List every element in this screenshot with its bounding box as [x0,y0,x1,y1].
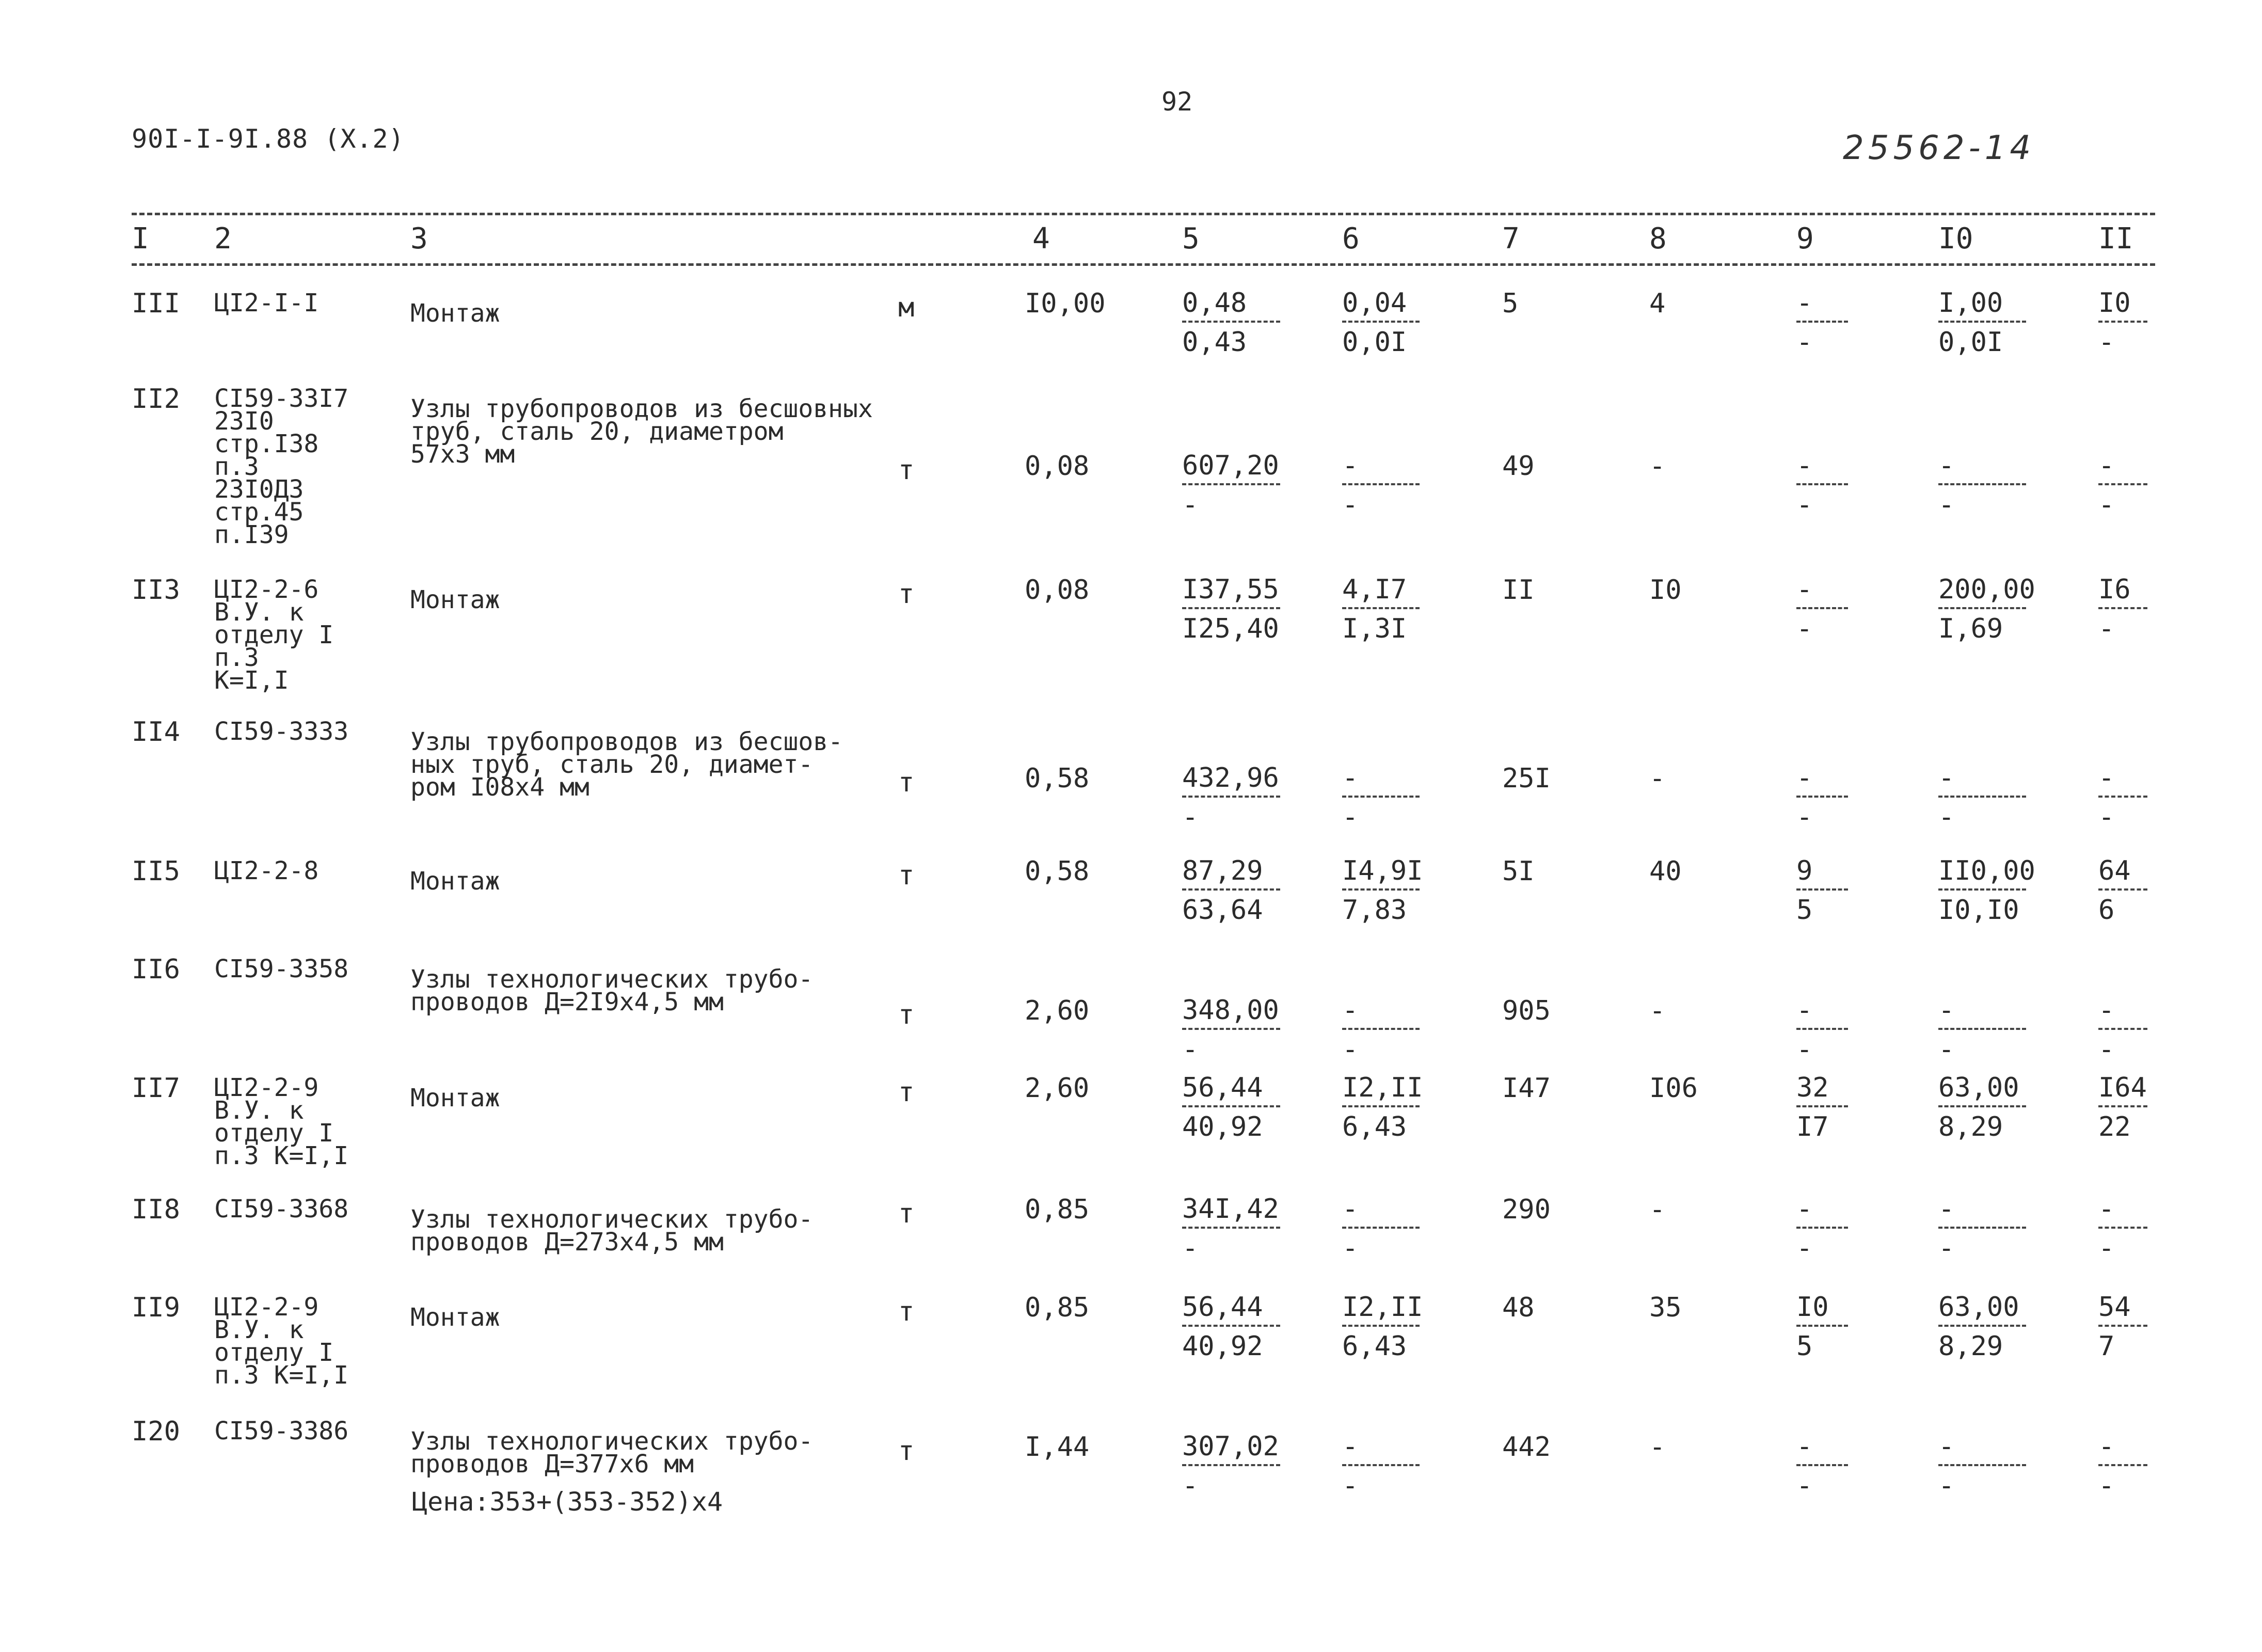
labor-total-fraction-bar [2098,1105,2147,1107]
machine-cost [1342,1292,1423,1362]
labor-per-unit [1938,996,2026,1064]
total-cost: 49 [1502,451,1535,482]
labor-per-unit-denominator: - [1938,1470,1955,1501]
row-number: II8 [132,1194,180,1225]
machine-operation-fraction-bar [1796,321,1848,323]
labor-total-numerator: I0 [2098,288,2131,319]
total-cost: 48 [1502,1292,1535,1323]
unit-of-measure: т [898,1198,915,1229]
machine-operation [1796,856,1848,925]
unit-cost-total-denominator: 0,43 [1182,327,1247,358]
machine-operation-numerator: - [1796,574,1813,605]
row-number: II4 [132,717,180,748]
work-description: Монтаж [410,1303,500,1332]
labor-per-unit-numerator: - [1938,763,1955,793]
labor-per-unit-numerator: - [1938,450,1955,481]
machine-operation [1796,1195,1848,1263]
unit-cost-total-numerator: 0,48 [1182,288,1247,319]
machine-cost [1342,1072,1423,1142]
norm-code: CI59-33I7 23I0 стр.I38 п.3 23I0Д3 стр.45 п.I39 [214,384,349,549]
labor-total-numerator: I64 [2098,1072,2147,1103]
labor-total-numerator: I6 [2098,574,2131,605]
unit-cost-total-numerator: I37,55 [1182,574,1279,605]
machine-cost [1342,575,1420,643]
labor-per-unit-fraction-bar [1938,796,2026,798]
unit-cost-total-denominator: - [1182,1470,1199,1501]
unit-cost-total [1182,575,1280,643]
labor-per-unit-numerator: - [1938,1194,1955,1225]
column-header-2: 2 [214,222,232,256]
labor-total [2098,1073,2147,1141]
unit-cost-total-denominator: - [1182,1034,1199,1065]
row-number: II2 [132,384,180,415]
machine-operation-fraction-bar [1796,1028,1848,1030]
unit-cost-total-fraction-bar [1182,888,1280,891]
wage-cost: - [1649,1194,1666,1225]
labor-per-unit-denominator: 8,29 [1938,1111,2003,1142]
norm-code: CI59-3386 [214,1417,349,1446]
labor-per-unit-fraction-bar [1938,607,2026,609]
machine-operation-numerator: - [1796,450,1813,481]
work-description: Монтаж [410,1084,500,1113]
labor-total [2098,1195,2147,1263]
quantity: 0,85 [1025,1292,1090,1323]
machine-operation-fraction-bar [1796,796,1848,798]
unit-cost-total [1182,451,1280,519]
labor-total [2098,996,2147,1064]
machine-cost [1342,289,1420,357]
column-header-4: 4 [1032,222,1050,256]
total-cost: 5 [1502,288,1519,319]
labor-per-unit-denominator: - [1938,802,1955,833]
work-description: Узлы трубопроводов из бесшов- ных труб, сталь 20, диамет- ром I08x4 мм [410,727,843,802]
labor-per-unit [1938,1195,2026,1263]
page-number: 92 [1161,87,1193,117]
unit-cost-total-numerator: 607,20 [1182,450,1279,481]
machine-operation-fraction-bar [1796,1464,1848,1466]
labor-per-unit-denominator: 8,29 [1938,1331,2003,1362]
total-cost: II [1502,575,1535,606]
machine-operation [1796,575,1848,643]
unit-cost-total-denominator: - [1182,802,1199,833]
labor-per-unit-fraction-bar [1938,1227,2026,1229]
machine-operation [1796,1073,1848,1141]
machine-operation-denominator: - [1796,327,1813,358]
machine-cost-numerator: 4,I7 [1342,574,1407,605]
labor-total-numerator: - [2098,1431,2115,1462]
unit-cost-total [1182,1073,1280,1141]
machine-cost [1342,996,1420,1064]
labor-total-denominator: - [2098,1034,2115,1065]
machine-operation-numerator: 9 [1796,855,1813,886]
column-header-1: I [132,222,149,256]
machine-cost [1342,1195,1420,1263]
norm-code: CI59-3358 [214,955,349,983]
machine-operation-numerator: - [1796,1194,1813,1225]
machine-cost-fraction-bar [1342,1227,1420,1229]
total-cost: 5I [1502,856,1535,887]
machine-operation-numerator: - [1796,288,1813,319]
unit-cost-total-numerator: 34I,42 [1182,1194,1279,1225]
machine-cost [1342,451,1420,519]
unit-of-measure: т [898,1436,915,1467]
norm-code: CI59-3368 [214,1195,349,1224]
labor-per-unit-denominator: - [1938,1034,1955,1065]
machine-cost-denominator: 6,43 [1342,1111,1407,1142]
table-header-rule [132,263,2155,266]
work-description: Монтаж [410,299,500,328]
labor-total-numerator: - [2098,450,2115,481]
labor-total [2098,451,2147,519]
machine-cost-fraction-bar [1342,1325,1420,1327]
machine-operation-denominator: - [1796,489,1813,520]
unit-cost-total [1182,1432,1280,1500]
unit-cost-total-numerator: 432,96 [1182,763,1279,793]
machine-cost-denominator: 0,0I [1342,327,1407,358]
machine-cost-numerator: - [1342,1194,1359,1225]
machine-operation [1796,764,1848,832]
machine-cost-denominator: - [1342,1034,1359,1065]
total-cost: 905 [1502,995,1551,1026]
unit-cost-total [1182,764,1280,832]
total-cost: 290 [1502,1194,1551,1225]
unit-of-measure: м [898,292,915,323]
unit-of-measure: т [898,1077,915,1108]
norm-code: ЦI2-2-6 В.У. к отделу I п.3 К=I,I [214,575,334,695]
quantity: 2,60 [1025,1073,1090,1104]
unit-cost-total-numerator: 348,00 [1182,995,1279,1026]
unit-cost-total-fraction-bar [1182,1227,1280,1229]
unit-of-measure: т [898,767,915,798]
labor-total-denominator: 7 [2098,1331,2115,1362]
machine-operation-numerator: - [1796,763,1813,793]
column-header-3: 3 [410,222,428,256]
unit-cost-total-fraction-bar [1182,1464,1280,1466]
machine-cost-denominator: I,3I [1342,613,1407,644]
labor-per-unit-numerator: 200,00 [1938,574,2035,605]
labor-per-unit-fraction-bar [1938,321,2026,323]
labor-total-numerator: - [2098,995,2115,1026]
machine-cost-denominator: - [1342,1470,1359,1501]
unit-cost-total-denominator: 40,92 [1182,1111,1263,1142]
quantity: 0,58 [1025,763,1090,794]
machine-cost-denominator: 6,43 [1342,1331,1407,1362]
unit-cost-total-numerator: 56,44 [1182,1072,1263,1103]
labor-per-unit-numerator: 63,00 [1938,1292,2019,1323]
labor-total-denominator: - [2098,489,2115,520]
machine-cost [1342,855,1423,926]
quantity: I,44 [1025,1432,1090,1463]
machine-cost-denominator: - [1342,802,1359,833]
norm-code: ЦI2-I-I [214,289,319,317]
labor-total-fraction-bar [2098,321,2147,323]
machine-cost-numerator: 0,04 [1342,288,1407,319]
labor-total-fraction-bar [2098,1227,2147,1229]
labor-total-denominator: 22 [2098,1111,2131,1142]
labor-total-fraction-bar [2098,888,2147,891]
column-header-11: II [2098,222,2133,256]
norm-code: ЦI2-2-8 [214,856,319,885]
norm-code: ЦI2-2-9 В.У. к отделу I п.3 К=I,I [214,1073,349,1170]
table-top-rule [132,213,2155,215]
machine-operation-numerator: I0 [1796,1292,1829,1323]
unit-cost-total-numerator: 307,02 [1182,1431,1279,1462]
handwritten-number: 25562-14 [1843,129,2035,167]
total-cost: 25I [1502,763,1551,794]
labor-total-fraction-bar [2098,1325,2147,1327]
unit-cost-total-denominator: - [1182,489,1199,520]
price-note: Цена:353+(353-352)x4 [412,1487,723,1517]
unit-cost-total-numerator: 87,29 [1182,855,1263,886]
unit-cost-total-fraction-bar [1182,1105,1280,1107]
labor-total-denominator: - [2098,1233,2115,1264]
column-header-9: 9 [1796,222,1814,256]
machine-operation-fraction-bar [1796,1325,1848,1327]
machine-cost-numerator: - [1342,450,1359,481]
column-header-8: 8 [1649,222,1667,256]
labor-total-denominator: - [2098,327,2115,358]
machine-operation-denominator: - [1796,1034,1813,1065]
labor-per-unit-numerator: - [1938,995,1955,1026]
work-description: Монтаж [410,867,500,896]
labor-total-numerator: - [2098,763,2115,793]
unit-cost-total-denominator: - [1182,1233,1199,1264]
row-number: II9 [132,1292,180,1323]
labor-total [2098,575,2147,643]
quantity: I0,00 [1025,288,1106,319]
machine-operation-numerator: - [1796,995,1813,1026]
machine-operation-numerator: - [1796,1431,1813,1462]
wage-cost: - [1649,451,1666,482]
labor-per-unit [1938,764,2026,832]
labor-per-unit [1938,574,2035,644]
machine-cost-fraction-bar [1342,483,1420,485]
labor-total-fraction-bar [2098,1028,2147,1030]
unit-cost-total [1182,1195,1280,1263]
labor-total-denominator: - [2098,802,2115,833]
work-description: Узлы технологических трубо- проводов Д=377x6 мм [410,1427,814,1479]
machine-cost-numerator: - [1342,763,1359,793]
machine-cost-fraction-bar [1342,888,1420,891]
column-header-10: I0 [1938,222,1973,256]
machine-operation [1796,1432,1848,1500]
labor-per-unit-denominator: - [1938,1233,1955,1264]
unit-cost-total [1182,1293,1280,1361]
labor-total [2098,764,2147,832]
machine-operation-denominator: 5 [1796,1331,1813,1362]
wage-cost: - [1649,995,1666,1026]
document-code: 90I-I-9I.88 (X.2) [132,124,405,154]
machine-operation-fraction-bar [1796,607,1848,609]
labor-total-denominator: - [2098,1470,2115,1501]
labor-total [2098,1293,2147,1361]
unit-cost-total-fraction-bar [1182,796,1280,798]
row-number: III [132,288,180,319]
machine-cost-numerator: I2,II [1342,1292,1423,1323]
unit-of-measure: т [898,455,915,486]
labor-total [2098,1432,2147,1500]
labor-per-unit [1938,1073,2026,1141]
quantity: 0,85 [1025,1194,1090,1225]
unit-of-measure: т [898,1296,915,1327]
row-number: II6 [132,954,180,985]
labor-per-unit-denominator: - [1938,489,1955,520]
machine-operation-denominator: I7 [1796,1111,1829,1142]
wage-cost: 35 [1649,1292,1682,1323]
machine-cost-numerator: I2,II [1342,1072,1423,1103]
unit-cost-total-numerator: 56,44 [1182,1292,1263,1323]
labor-per-unit-numerator: 63,00 [1938,1072,2019,1103]
machine-cost-fraction-bar [1342,796,1420,798]
unit-cost-total-denominator: 63,64 [1182,895,1263,926]
labor-total [2098,289,2147,357]
machine-operation [1796,996,1848,1064]
machine-operation [1796,289,1848,357]
machine-cost-fraction-bar [1342,1464,1420,1466]
row-number: I20 [132,1416,180,1447]
labor-total-numerator: 54 [2098,1292,2131,1323]
machine-operation-denominator: 5 [1796,895,1813,926]
unit-cost-total [1182,856,1280,925]
machine-cost-denominator: - [1342,1233,1359,1264]
quantity: 2,60 [1025,995,1090,1026]
unit-cost-total-denominator: 40,92 [1182,1331,1263,1362]
quantity: 0,58 [1025,856,1090,887]
labor-total-fraction-bar [2098,483,2147,485]
machine-operation-numerator: 32 [1796,1072,1829,1103]
work-description: Узлы технологических трубо- проводов Д=2I9x4,5 мм [410,965,814,1016]
machine-operation-denominator: - [1796,1470,1813,1501]
unit-cost-total-fraction-bar [1182,1325,1280,1327]
labor-per-unit [1938,451,2026,519]
machine-operation-fraction-bar [1796,888,1848,891]
machine-cost-numerator: I4,9I [1342,855,1423,886]
labor-per-unit [1938,855,2035,926]
machine-operation-denominator: - [1796,613,1813,644]
wage-cost: I06 [1649,1073,1698,1104]
labor-per-unit [1938,1432,2026,1500]
unit-cost-total-denominator: I25,40 [1182,613,1279,644]
unit-cost-total-fraction-bar [1182,607,1280,609]
row-number: II5 [132,856,180,887]
machine-cost-denominator: - [1342,489,1359,520]
labor-total [2098,856,2147,925]
labor-total-fraction-bar [2098,607,2147,609]
norm-code: ЦI2-2-9 В.У. к отделу I п.3 К=I,I [214,1293,349,1390]
wage-cost: - [1649,1432,1666,1463]
labor-total-fraction-bar [2098,796,2147,798]
labor-total-numerator: 64 [2098,855,2131,886]
labor-per-unit-fraction-bar [1938,888,2026,891]
labor-total-denominator: 6 [2098,895,2115,926]
machine-operation-fraction-bar [1796,1227,1848,1229]
labor-total-denominator: - [2098,613,2115,644]
machine-cost-fraction-bar [1342,1105,1420,1107]
machine-operation [1796,1293,1848,1361]
labor-per-unit-fraction-bar [1938,1028,2026,1030]
unit-cost-total [1182,996,1280,1064]
unit-cost-total-fraction-bar [1182,1028,1280,1030]
wage-cost: - [1649,763,1666,794]
machine-cost-fraction-bar [1342,607,1420,609]
row-number: II7 [132,1073,180,1104]
work-description: Узлы трубопроводов из бесшовных труб, сталь 20, диаметром 57x3 мм [410,394,873,469]
wage-cost: 4 [1649,288,1666,319]
column-header-5: 5 [1182,222,1200,256]
machine-operation-denominator: - [1796,1233,1813,1264]
labor-total-fraction-bar [2098,1464,2147,1466]
labor-per-unit-numerator: - [1938,1431,1955,1462]
machine-cost-denominator: 7,83 [1342,895,1407,926]
labor-per-unit-denominator: I0,I0 [1938,895,2019,926]
wage-cost: 40 [1649,856,1682,887]
unit-of-measure: т [898,999,915,1030]
quantity: 0,08 [1025,575,1090,606]
labor-per-unit-fraction-bar [1938,483,2026,485]
labor-per-unit-fraction-bar [1938,1464,2026,1466]
labor-per-unit-numerator: II0,00 [1938,855,2035,886]
machine-cost [1342,1432,1420,1500]
machine-cost [1342,764,1420,832]
labor-total-numerator: - [2098,1194,2115,1225]
unit-cost-total-fraction-bar [1182,483,1280,485]
machine-cost-fraction-bar [1342,321,1420,323]
labor-per-unit [1938,289,2026,357]
norm-code: CI59-3333 [214,717,349,746]
column-header-6: 6 [1342,222,1360,256]
labor-per-unit-fraction-bar [1938,1325,2026,1327]
unit-of-measure: т [898,579,915,610]
work-description: Узлы технологических трубо- проводов Д=273x4,5 мм [410,1205,814,1257]
labor-per-unit-fraction-bar [1938,1105,2026,1107]
wage-cost: I0 [1649,575,1682,606]
labor-per-unit-numerator: I,00 [1938,288,2003,319]
machine-operation-denominator: - [1796,802,1813,833]
unit-cost-total [1182,289,1280,357]
machine-cost-numerator: - [1342,1431,1359,1462]
labor-per-unit [1938,1293,2026,1361]
quantity: 0,08 [1025,451,1090,482]
unit-cost-total-fraction-bar [1182,321,1280,323]
row-number: II3 [132,575,180,606]
total-cost: 442 [1502,1432,1551,1463]
machine-cost-fraction-bar [1342,1028,1420,1030]
unit-of-measure: т [898,860,915,891]
total-cost: I47 [1502,1073,1551,1104]
labor-per-unit-denominator: I,69 [1938,613,2003,644]
labor-per-unit-denominator: 0,0I [1938,327,2003,358]
machine-operation-fraction-bar [1796,1105,1848,1107]
machine-cost-numerator: - [1342,995,1359,1026]
work-description: Монтаж [410,585,500,614]
machine-operation [1796,451,1848,519]
column-header-7: 7 [1502,222,1520,256]
machine-operation-fraction-bar [1796,483,1848,485]
